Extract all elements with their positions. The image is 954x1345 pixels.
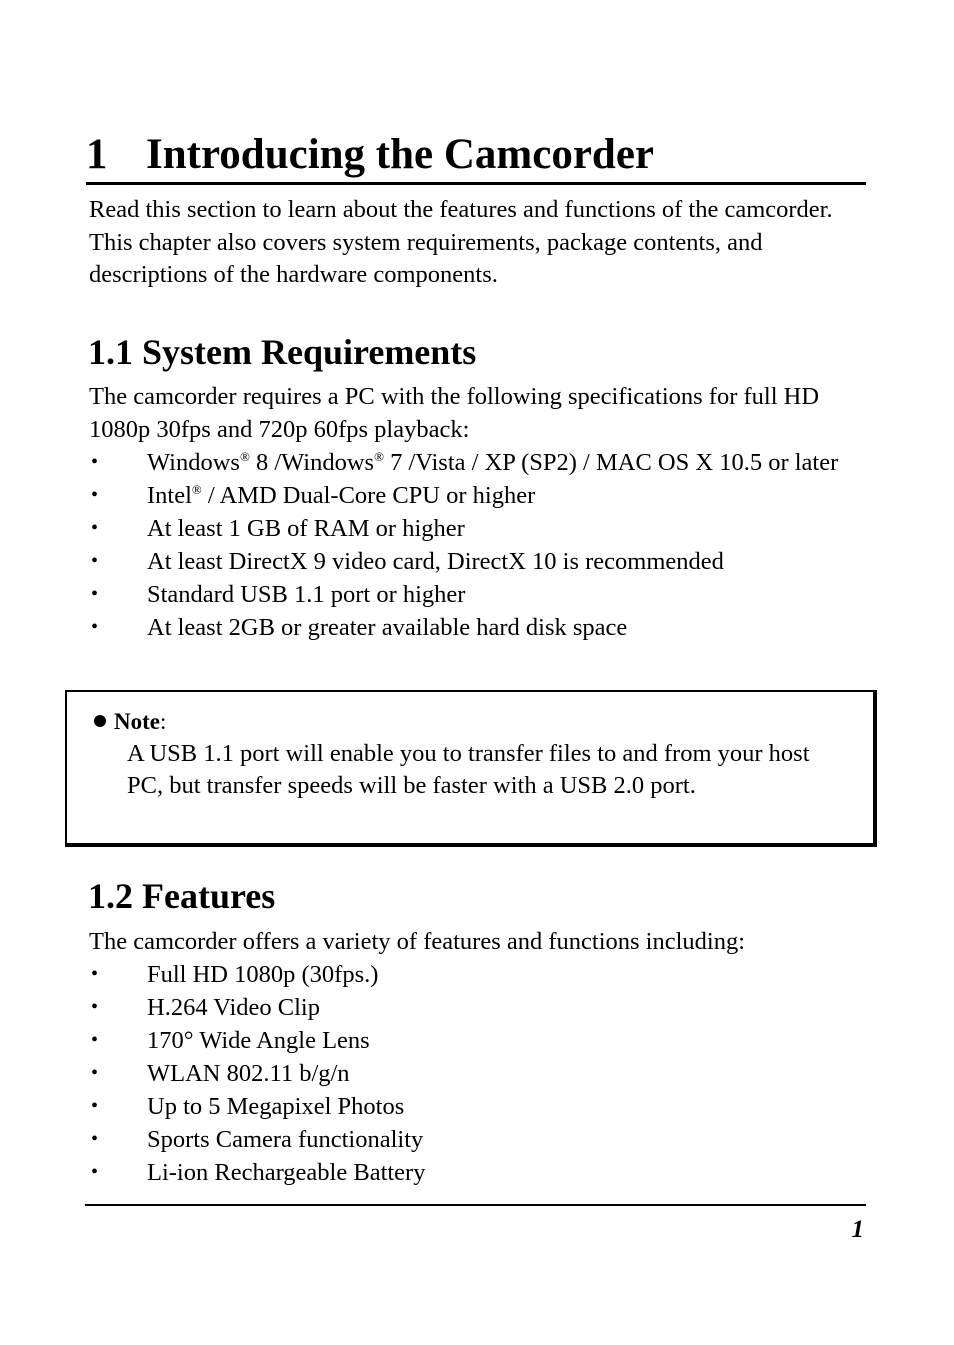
list-item-text: 8 /Windows	[249, 449, 375, 476]
list-item-text: WLAN 802.11 b/g/n	[147, 1060, 350, 1087]
list-item-text: Windows	[147, 449, 240, 476]
list-item	[89, 1024, 849, 1057]
list-item-text: Li-ion Rechargeable Battery	[147, 1159, 426, 1186]
list-item-text: 7 /Vista / XP (SP2) / MAC OS X 10.5 or later	[383, 449, 839, 476]
bullet-icon: •	[91, 1062, 99, 1084]
list-item-text: At least DirectX 9 video card, DirectX 10 is recommended	[147, 548, 724, 575]
bullet-icon: •	[91, 996, 99, 1018]
bullet-icon: •	[91, 963, 99, 985]
list-item	[89, 1057, 849, 1090]
bullet-icon: •	[91, 484, 99, 506]
list-item-text: Full HD 1080p (30fps.)	[147, 961, 379, 988]
bullet-icon: •	[91, 550, 99, 572]
list-item-text: At least 1 GB of RAM or higher	[147, 515, 465, 542]
bullet-icon: •	[91, 583, 99, 605]
bullet-icon: •	[91, 1029, 99, 1051]
list-item-text: Sports Camera functionality	[147, 1126, 424, 1153]
bullet-icon: •	[91, 616, 99, 638]
chapter-number: 1	[86, 131, 108, 178]
note-box	[65, 690, 877, 847]
list-item	[89, 578, 849, 611]
list-item-text: H.264 Video Clip	[147, 994, 320, 1021]
bullet-icon: •	[91, 1161, 99, 1183]
page-number: 1	[851, 1216, 864, 1243]
note-text: A USB 1.1 port will enable you to transfer files to and from your host PC, but transfer speeds will be faster with a USB 2.0 port.	[127, 740, 810, 799]
list-item	[89, 512, 849, 545]
list-item	[89, 611, 849, 644]
system-requirements-intro: The camcorder requires a PC with the following specifications for full HD 1080p 30fps and 720p 60fps playback:	[89, 383, 820, 443]
list-item-text: At least 2GB or greater available hard disk space	[147, 614, 628, 641]
footer-divider	[85, 1204, 866, 1206]
section-heading-system-requirements: 1.1 System Requirements	[88, 332, 477, 372]
registered-mark: ®	[374, 449, 384, 464]
note-heading	[94, 706, 166, 738]
bullet-icon: •	[91, 1095, 99, 1117]
note-label: Note	[114, 709, 160, 734]
list-item	[89, 1090, 849, 1123]
chapter-title: Introducing the Camcorder	[146, 131, 655, 178]
list-item-text: Intel	[147, 482, 192, 509]
list-item-text: Standard USB 1.1 port or higher	[147, 581, 466, 608]
chapter-heading	[86, 128, 866, 185]
list-item-text: Up to 5 Megapixel Photos	[147, 1093, 405, 1120]
features-intro: The camcorder offers a variety of features and functions including:	[89, 928, 746, 955]
section-heading-features: 1.2 Features	[88, 876, 276, 916]
list-item	[89, 1156, 849, 1189]
note-bullet-icon	[94, 715, 106, 727]
list-item	[89, 545, 849, 578]
list-item-text: 170° Wide Angle Lens	[147, 1027, 370, 1054]
registered-mark: ®	[191, 482, 202, 497]
bullet-icon: •	[91, 451, 99, 473]
list-item	[89, 1123, 849, 1156]
registered-mark: ®	[239, 449, 250, 464]
note-colon: :	[159, 709, 167, 734]
features-list	[89, 958, 849, 1189]
list-item-text: / AMD Dual-Core CPU or higher	[201, 482, 536, 509]
chapter-intro: Read this section to learn about the features and functions of the camcorder. This chapter also covers system requirements, package contents, and descriptions of the hardware components.	[89, 196, 833, 288]
list-item	[89, 991, 849, 1024]
bullet-icon: •	[91, 1128, 99, 1150]
list-item	[89, 479, 849, 512]
system-requirements-list	[89, 446, 849, 644]
list-item	[89, 446, 849, 479]
list-item	[89, 958, 849, 991]
bullet-icon: •	[91, 517, 99, 539]
